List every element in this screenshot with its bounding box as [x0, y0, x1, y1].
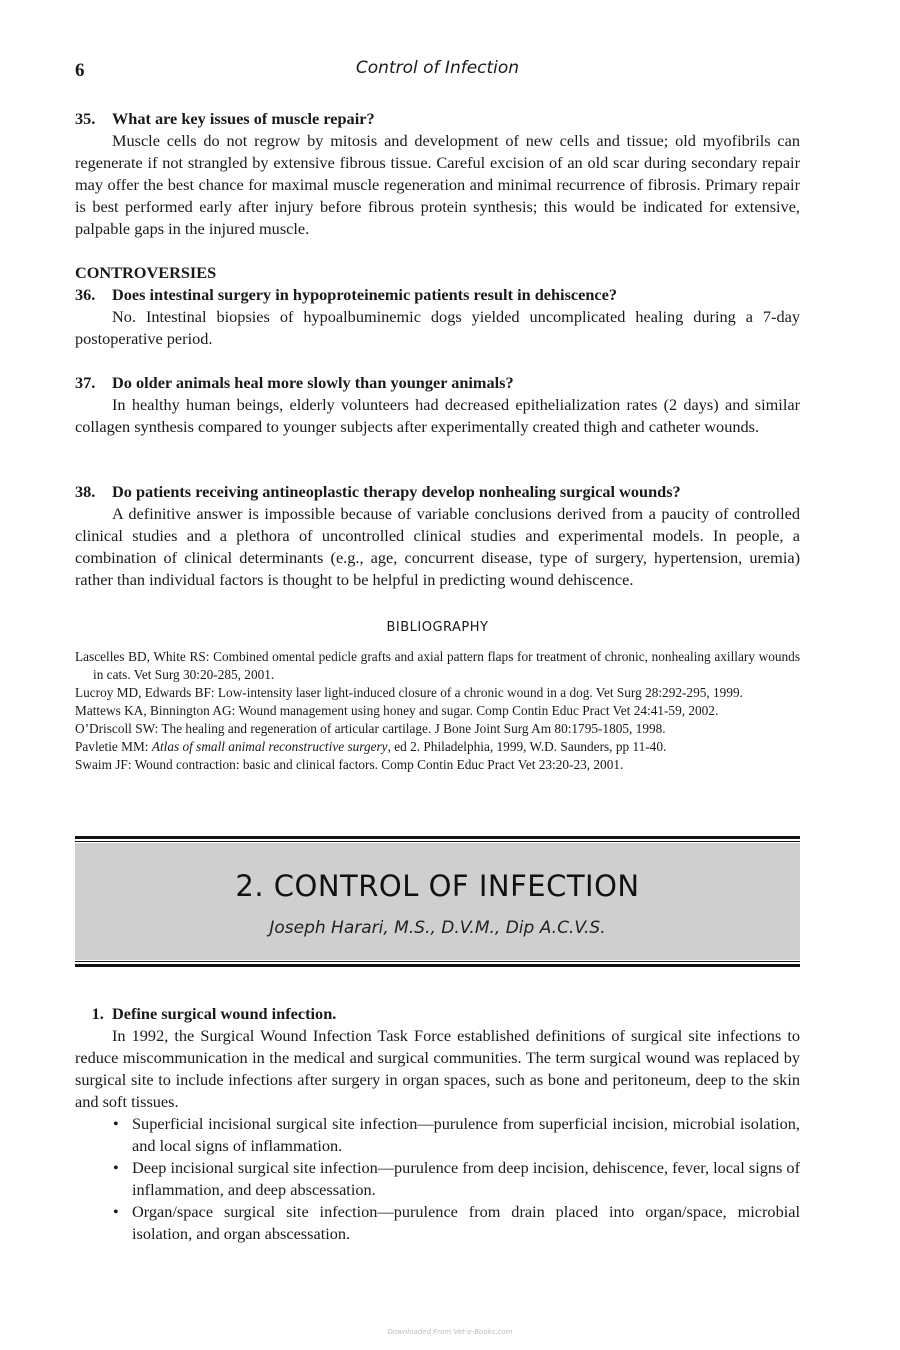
- question-1: [75, 1003, 800, 1245]
- question-37: [75, 372, 800, 438]
- answer-text: No. Intestinal biopsies of hypoalbuminemic dogs yielded uncomplicated healing during a 7-day postoperative period.: [75, 307, 800, 348]
- list-item: • Deep incisional surgical site infection—purulence from deep incision, dehiscence, fever, local signs of inflammation, and deep abscessation.: [113, 1158, 800, 1199]
- reference-item: O’Driscoll SW: The healing and regeneration of articular cartilage. J Bone Joint Surg Am 80:1795-1805, 1998.: [75, 721, 666, 736]
- answer-text: In healthy human beings, elderly volunteers had decreased epithelialization rates (2 days) and similar collagen synthesis compared to younger subjects after experimentally created thigh and catheter wounds.: [75, 395, 800, 436]
- reference-item: Lascelles BD, White RS: Combined omental pedicle grafts and axial pattern flaps for treatment of chronic, nonhealing axillary wounds in cats. Vet Surg 30:20-285, 2001.: [75, 649, 800, 682]
- running-title: Control of Infection: [355, 58, 520, 78]
- list-item: • Superficial incisional surgical site infection—purulence from superficial incision, microbial isolation, and local signs of inflammation.: [113, 1114, 800, 1155]
- question-heading: 36. Does intestinal surgery in hypoproteinemic patients result in dehiscence?: [75, 285, 618, 304]
- divider: [75, 961, 800, 962]
- question-heading: 35. What are key issues of muscle repair?: [75, 109, 375, 128]
- bullet-list: [75, 1113, 800, 1245]
- reference-item: Lucroy MD, Edwards BF: Low-intensity laser light-induced closure of a chronic wound in a dog. Vet Surg 28:292-295, 1999.: [75, 685, 743, 700]
- chapter-author: Joseph Harari, M.S., D.V.M., Dip A.C.V.S.: [269, 918, 606, 938]
- answer-text: Muscle cells do not regrow by mitosis and development of new cells and tissue; old myofibrils can regenerate if not strangled by extensive fibrous tissue. Careful excision of an old scar during secondary repair may offer the best chance for maximal muscle regeneration and minimal recurrence of fibrosis. Primary repair is best performed early after injury before fibrous protein synthesis; this would be indicated for extensive, palpable gaps in the injured muscle.: [75, 131, 800, 238]
- page-number: 6: [75, 60, 85, 81]
- chapter-title: 2. CONTROL OF INFECTION: [235, 869, 640, 903]
- reference-item: Swaim JF: Wound contraction: basic and clinical factors. Comp Contin Educ Pract Vet 23:20-23, 2001.: [75, 757, 624, 772]
- answer-text: In 1992, the Surgical Wound Infection Task Force established definitions of surgical site infections to reduce miscommunication in the medical and surgical communities. The term surgical wound was replaced by surgical site to include infections after surgery in organ spaces, such as bone and peritoneum, deep to the skin and soft tissues.: [75, 1026, 800, 1111]
- question-heading: 38. Do patients receiving antineoplastic therapy develop nonhealing surgical wounds?: [75, 482, 681, 501]
- question-heading: 1. Define surgical wound infection.: [91, 1004, 337, 1023]
- reference-item: Pavletie MM: Atlas of small animal reconstructive surgery, ed 2. Philadelphia, 1999, W.D. Saunders, pp 11-40.: [75, 739, 667, 754]
- list-item: • Organ/space surgical site infection—purulence from drain placed into organ/space, microbial isolation, and organ abscessation.: [113, 1202, 800, 1243]
- watermark-footer: Downloaded From Vet-e-Books.com: [387, 1328, 513, 1336]
- bibliography: [75, 620, 800, 774]
- controversies-section: [75, 262, 800, 350]
- chapter-heading-box: [75, 836, 800, 968]
- divider: [75, 836, 800, 839]
- question-heading: 37. Do older animals heal more slowly than younger animals?: [75, 373, 514, 392]
- bibliography-title: BIBLIOGRAPHY: [386, 620, 489, 635]
- reference-item: Mattews KA, Binnington AG: Wound management using honey and sugar. Comp Contin Educ Pract Vet 24:41-59, 2002.: [75, 703, 719, 718]
- page-header: [75, 58, 800, 86]
- answer-text: A definitive answer is impossible because of variable conclusions derived from a paucity of controlled clinical studies and a plethora of uncontrolled clinical studies and experimental models. In people, a combination of clinical determinants (e.g., age, concurrent disease, type of surgery, hypertension, uremia) rather than individual factors is thought to be helpful in predicting wound dehiscence.: [75, 504, 800, 589]
- question-38: [75, 481, 800, 591]
- divider: [75, 964, 800, 967]
- section-label: CONTROVERSIES: [75, 263, 217, 282]
- divider: [75, 841, 800, 842]
- question-35: [75, 108, 800, 240]
